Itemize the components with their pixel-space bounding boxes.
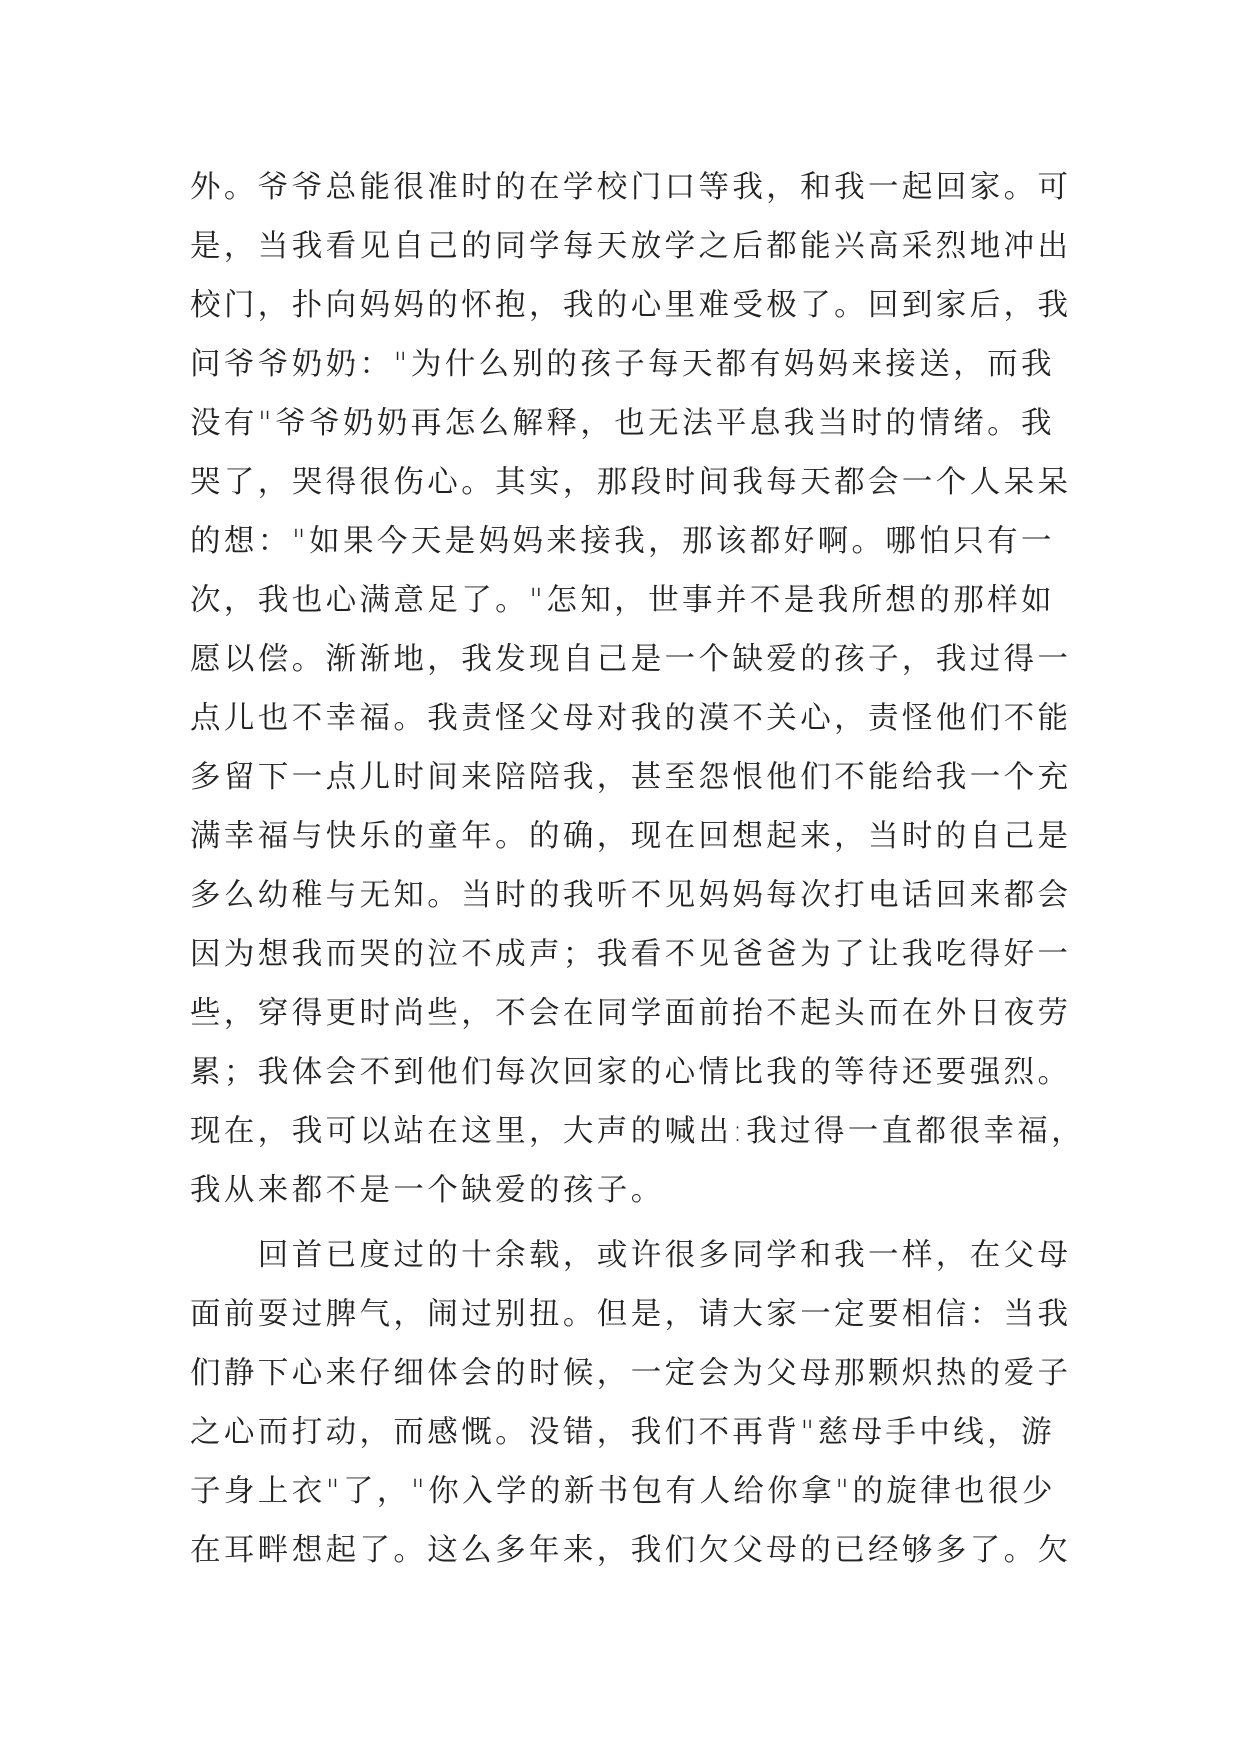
text-line: 面前耍过脾气，闹过别扭。但是，请大家一定要相信：当我 [190,1297,1072,1332]
text-line: 在耳畔想起了。这么多年来，我们欠父母的已经够多了。欠 [190,1533,1072,1568]
text-line: 之心而打动，而感慨。没错，我们不再背"慈母手中线，游 [190,1415,1055,1450]
text-line: 们静下心来仔细体会的时候，一定会为父母那颗炽热的爱子 [190,1356,1072,1391]
text-line: 是，当我看见自己的同学每天放学之后都能兴高采烈地冲出 [190,229,1072,264]
text-line: 哭了，哭得很伤心。其实，那段时间我每天都会一个人呆呆 [190,465,1072,500]
text-line: 累；我体会不到他们每次回家的心情比我的等待还要强烈。 [190,1055,1072,1090]
text-line: 子身上衣"了，"你入学的新书包有人给你拿"的旋律也很少 [190,1474,1056,1509]
text-line: 回首已度过的十余载，或许很多同学和我一样，在父母 [190,1238,1072,1273]
document-body [190,158,1086,1580]
text-line: 些，穿得更时尚些，不会在同学面前抬不起头而在外日夜劳 [190,996,1072,1031]
text-line: 点儿也不幸福。我责怪父母对我的漠不关心，责怪他们不能 [190,701,1072,736]
text-line: 没有"爷爷奶奶再怎么解释，也无法平息我当时的情绪。我 [190,406,1055,441]
text-line: 的想："如果今天是妈妈来接我，那该都好啊。哪怕只有一 [190,524,1055,559]
text-line: 多留下一点儿时间来陪陪我，甚至怨恨他们不能给我一个充 [190,760,1072,795]
text-line: 多么幼稚与无知。当时的我听不见妈妈每次打电话回来都会 [190,878,1072,913]
text-line: 满幸福与快乐的童年。的确，现在回想起来，当时的自己是 [190,819,1072,854]
text-line: 现在，我可以站在这里，大声的喊出:我过得一直都很幸福， [190,1114,1086,1149]
text-line: 我从来都不是一个缺爱的孩子。 [190,1173,665,1208]
text-line: 问爷爷奶奶："为什么别的孩子每天都有妈妈来接送，而我 [190,347,1055,382]
text-line: 校门，扑向妈妈的怀抱，我的心里难受极了。回到家后，我 [190,288,1072,323]
text-line: 愿以偿。渐渐地，我发现自己是一个缺爱的孩子，我过得一 [190,642,1072,677]
text-line: 外。爷爷总能很准时的在学校门口等我，和我一起回家。可 [190,170,1072,205]
paragraph [190,158,1086,1220]
paragraph [190,1226,1070,1580]
text-line: 次，我也心满意足了。"怎知，世事并不是我所想的那样如 [190,583,1055,618]
text-line: 因为想我而哭的泣不成声；我看不见爸爸为了让我吃得好一 [190,937,1072,972]
